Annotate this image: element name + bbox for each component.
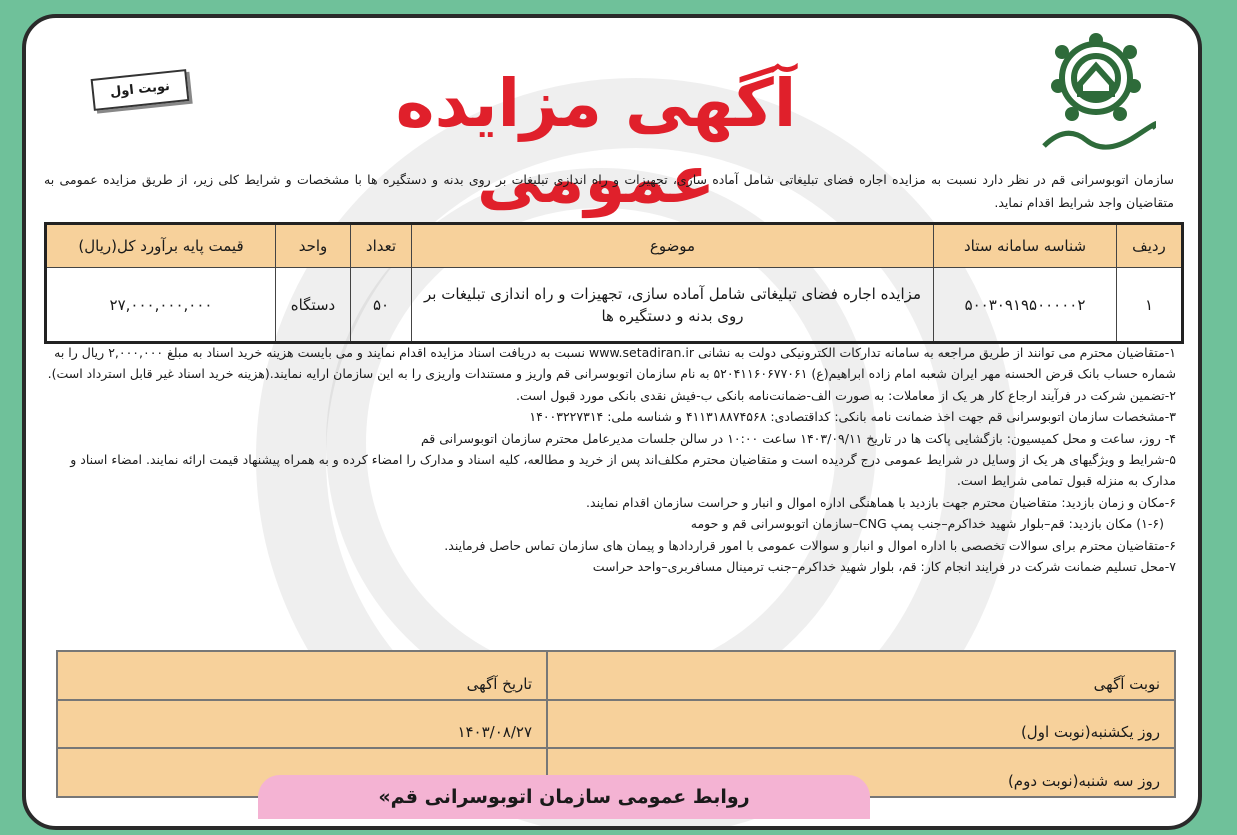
header-setad-id: شناسه سامانه ستاد	[934, 224, 1117, 268]
cell-unit: دستگاه	[276, 268, 351, 343]
condition-item: ۵-شرایط و ویژگیهای هر یک از وسایل در شرایط عمومی درج گردیده است و متقاضیان محترم مکلف‌اند پس از خرید و مطالعه، کلیه اسناد و مدارک را امضاء کرده و به همراه پیشنهاد قیمت ارائه نمایند. امضاء اسناد و مدارک به منزله قبول تمامی شرایط است.	[70, 452, 1176, 489]
condition-item: ۶-مکان و زمان بازدید: متقاضیان محترم جهت بازدید با هماهنگی اداره اموال و انبار و حراست سازمان اقدام نمایند.	[586, 494, 1176, 510]
announcement-card	[22, 14, 1202, 830]
schedule-header	[57, 651, 1175, 700]
condition-item: ۱-متقاضیان محترم می توانند از طریق مراجعه به سامانه تدارکات الکترونیکی دولت به نشانی www.setadiran.ir نسبت به دریافت اسناد مزایده اقدام نمایند و می بایست هزینه خرید اسناد به مبلغ ۲,۰۰۰,۰۰۰ ریال را به شماره حساب بانک قرض الحسنه مهر ایران شعبه امام زاده ابراهیم(ع) ۵۲۰۴۱۱۶۰۶۷۷۰۶۱ به نام سازمان اتوبوسرانی قم واریز و مستندات واریزی را به این سازمان ارایه نمایند.(هزینه خرید اسناد غیر قابل استرداد است).	[47, 345, 1176, 382]
cell-row-number: ۱	[1117, 268, 1183, 343]
cell-date: ۱۴۰۳/۰۸/۲۷	[57, 700, 547, 749]
items-table	[44, 222, 1184, 344]
header-count: تعداد	[351, 224, 412, 268]
header-round: نوبت آگهی	[547, 651, 1175, 700]
condition-item: ۲-تضمین شرکت در فرآیند ارجاع کار هر یک از معاملات: به صورت الف-ضمانت‌نامه بانکی ب-فیش نقدی بانکی مورد قبول است.	[516, 387, 1176, 403]
qom-municipality-logo	[1036, 28, 1156, 158]
cell-setad-id: ۵۰۰۳۰۹۱۹۵۰۰۰۰۰۲	[934, 268, 1117, 343]
header-unit: واحد	[276, 224, 351, 268]
footer-public-relations: روابط عمومی سازمان اتوبوسرانی قم»	[258, 775, 870, 819]
cell-round: روز سه شنبه(نوبت دوم)	[547, 748, 1175, 797]
header-subject: موضوع	[412, 224, 934, 268]
conditions-list	[38, 342, 1176, 577]
header-date: تاریخ آگهی	[57, 651, 547, 700]
cell-base-price: ۲۷,۰۰۰,۰۰۰,۰۰۰	[46, 268, 276, 343]
page-title: آگهی مزایده عمومی	[395, 65, 797, 218]
intro-paragraph: سازمان اتوبوسرانی قم در نظر دارد نسبت به مزایده اجاره فضای تبلیغاتی شامل آماده سازی، تجهیزات و راه اندازی تبلیغات بر روی بدنه و دستگیره ها با مشخصات و شرایط کلی زیر، از طریق مزایده عمومی به متقاضیان واجد شرایط اقدام نماید.	[44, 172, 1174, 210]
cell-count: ۵۰	[351, 268, 412, 343]
condition-item: ۴- روز، ساعت و محل کمیسیون: بازگشایی پاکت ها در تاریخ ۱۴۰۳/۰۹/۱۱ ساعت ۱۰:۰۰ در سالن جلسات مدیرعامل محترم سازمان اتوبوسرانی قم	[420, 430, 1176, 446]
header-base-price: قیمت پایه برآورد کل(ریال)	[46, 224, 276, 268]
condition-item: ۶-متقاضیان محترم برای سوالات تخصصی با اداره اموال و انبار و سوالات عمومی با امور قراردادها و پیمان های سازمان تماس حاصل فرمایند.	[444, 537, 1176, 553]
items-table-header	[46, 224, 1183, 268]
table-row	[57, 700, 1175, 749]
condition-item: ۷-محل تسلیم ضمانت شرکت در فرایند انجام کار: قم، بلوار شهید خداکرم–جنب ترمینال مسافربری–واحد حراست	[592, 559, 1176, 575]
table-row	[46, 268, 1183, 343]
condition-item: (۱-۶) مکان بازدید: قم–بلوار شهید خداکرم–جنب پمپ CNG–سازمان اتوبوسرانی قم و حومه	[690, 516, 1164, 532]
round-badge: نوبت اول	[91, 69, 190, 111]
header-row-number: ردیف	[1117, 224, 1183, 268]
cell-subject: مزایده اجاره فضای تبلیغاتی شامل آماده سازی، تجهیزات و راه اندازی تبلیغات بر روی بدنه و دستگیره ها	[412, 268, 934, 343]
cell-round: روز یکشنبه(نوبت اول)	[547, 700, 1175, 749]
condition-item: ۳-مشخصات سازمان اتوبوسرانی قم جهت اخذ ضمانت نامه بانکی: کداقتصادی: ۴۱۱۳۱۸۸۷۴۵۶۸ و شناسه ملی: ۱۴۰۰۳۲۲۷۳۱۴	[529, 409, 1176, 425]
